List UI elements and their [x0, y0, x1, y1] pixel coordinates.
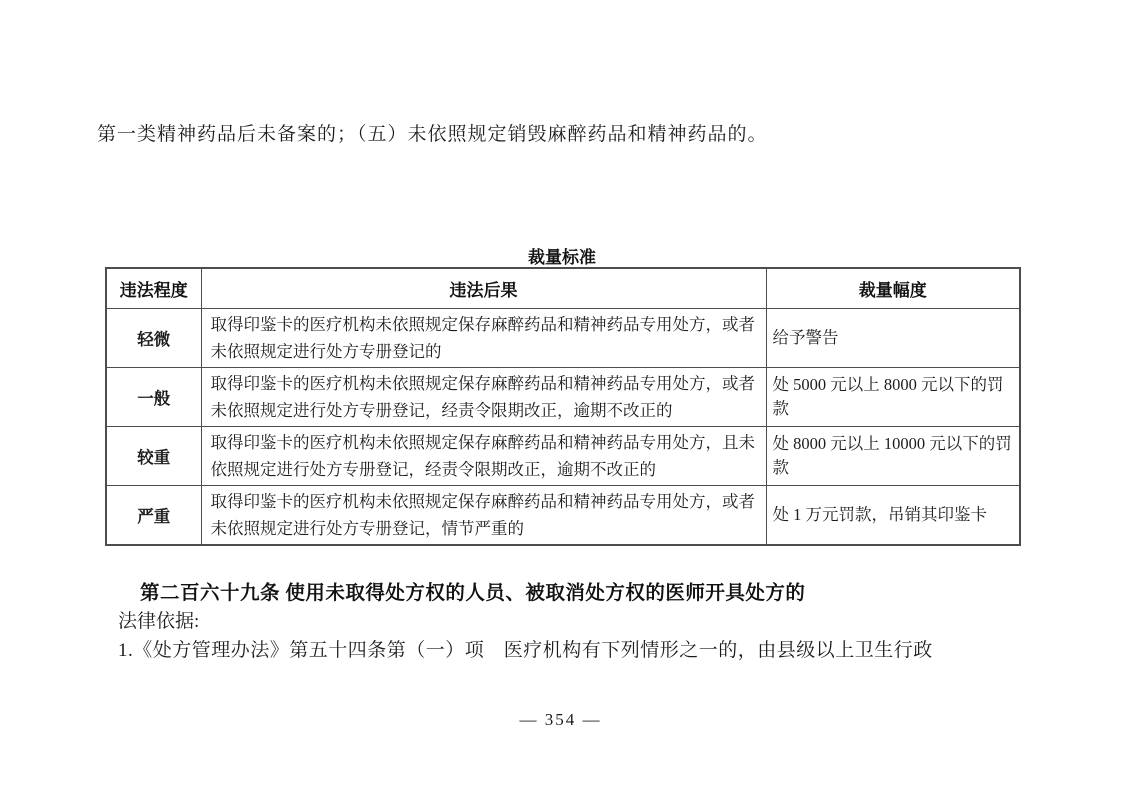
degree-cell: 一般	[106, 367, 201, 426]
header-violation-degree: 违法程度	[106, 268, 201, 308]
table-header-row	[106, 268, 1020, 308]
consequence-cell: 取得印鉴卡的医疗机构未依照规定保存麻醉药品和精神药品专用处方，或者未依照规定进行处方专册登记的	[201, 308, 766, 367]
table-title: 裁量标准	[528, 248, 596, 267]
article-heading: 第二百六十九条 使用未取得处方权的人员、被取消处方权的医师开具处方的	[140, 583, 806, 604]
discretion-standards-table	[105, 267, 1021, 546]
intro-paragraph: 第一类精神药品后未备案的；（五）未依照规定销毁麻醉药品和精神药品的。	[97, 124, 768, 145]
consequence-cell: 取得印鉴卡的医疗机构未依照规定保存麻醉药品和精神药品专用处方，或者未依照规定进行处方专册登记，情节严重的	[201, 485, 766, 545]
degree-cell: 轻微	[106, 308, 201, 367]
header-discretion-range: 裁量幅度	[766, 268, 1020, 308]
table-row	[106, 485, 1020, 545]
header-violation-consequence: 违法后果	[201, 268, 766, 308]
consequence-cell: 取得印鉴卡的医疗机构未依照规定保存麻醉药品和精神药品专用处方，且未依照规定进行处方专册登记，经责令限期改正，逾期不改正的	[201, 426, 766, 485]
table-row	[106, 367, 1020, 426]
legal-basis-item: 1.《处方管理办法》第五十四条第（一）项 医疗机构有下列情形之一的，由县级以上卫生行政	[118, 640, 933, 661]
range-cell: 处 5000 元以上 8000 元以下的罚款	[766, 367, 1020, 426]
page-number: — 354 —	[519, 710, 602, 729]
table-row	[106, 308, 1020, 367]
consequence-cell: 取得印鉴卡的医疗机构未依照规定保存麻醉药品和精神药品专用处方，或者未依照规定进行处方专册登记，经责令限期改正，逾期不改正的	[201, 367, 766, 426]
range-cell: 处 8000 元以上 10000 元以下的罚款	[766, 426, 1020, 485]
range-cell: 处 1 万元罚款，吊销其印鉴卡	[766, 485, 1020, 545]
degree-cell: 较重	[106, 426, 201, 485]
table-row	[106, 426, 1020, 485]
legal-basis-label: 法律依据:	[118, 611, 200, 632]
degree-cell: 严重	[106, 485, 201, 545]
range-cell: 给予警告	[766, 308, 1020, 367]
